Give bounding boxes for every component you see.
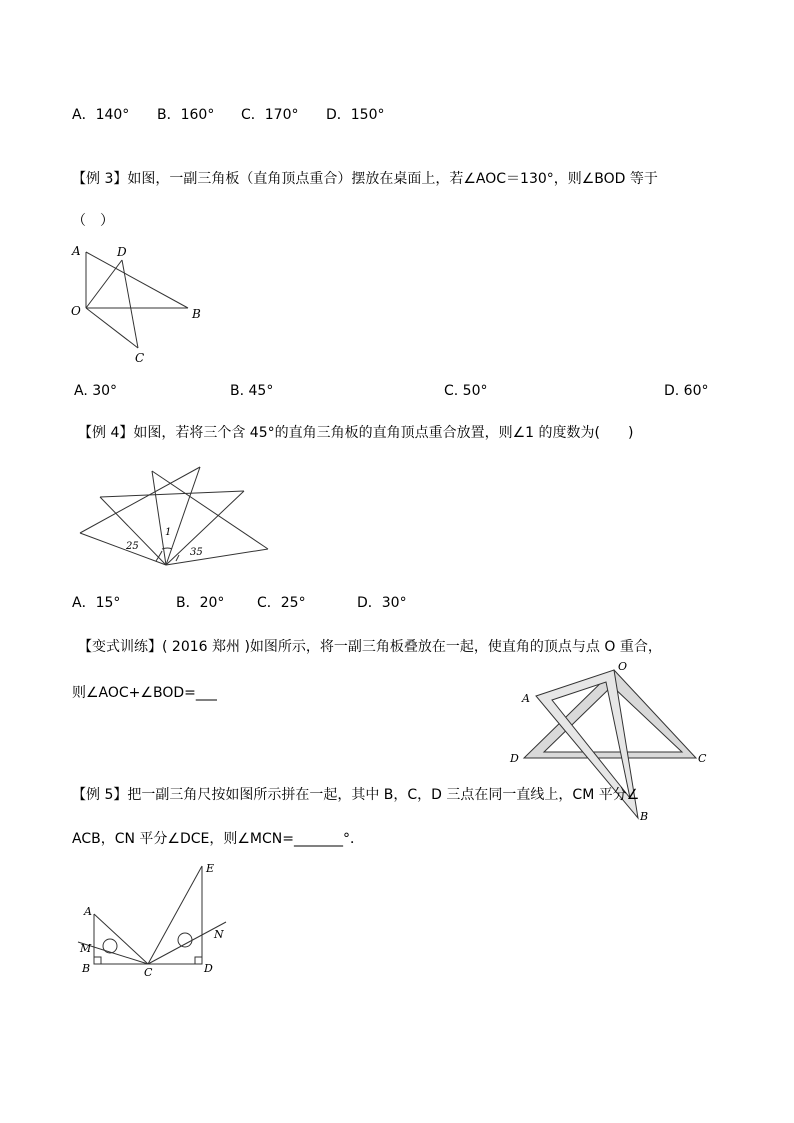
ex5-label-m: M xyxy=(80,942,92,955)
ex4-figure xyxy=(78,465,278,575)
ex5-label-c: C xyxy=(144,966,153,979)
ex3-option-a: A. 30° xyxy=(74,383,118,399)
variant-label-b: B xyxy=(640,810,649,823)
ex4-angle-25-label: 25 xyxy=(126,541,139,552)
variant-question-line2: 则∠AOC+∠BOD=___ xyxy=(72,685,217,701)
variant-label-c: C xyxy=(698,752,707,765)
ex5-label-d: D xyxy=(204,962,213,975)
ex4-option-a: A．15° xyxy=(72,595,121,611)
ex3-question-line1: 【例 3】如图，一副三角板（直角顶点重合）摆放在桌面上，若∠AOC＝130°，则∠BOD 等于 xyxy=(72,171,658,187)
ex4-option-c: C．25° xyxy=(257,595,306,611)
ex3-label-o: O xyxy=(71,304,81,318)
ex4-option-d: D．30° xyxy=(357,595,407,611)
ex5-label-e: E xyxy=(206,862,215,875)
q2-option-c: C．170° xyxy=(241,107,299,123)
variant-label-a: A xyxy=(522,692,530,705)
ex3-label-c: C xyxy=(135,351,145,365)
ex5-figure xyxy=(74,858,234,983)
ex4-angle-35-label: 35 xyxy=(190,547,203,558)
ex3-label-d: D xyxy=(117,245,127,259)
variant-label-o: O xyxy=(618,660,628,673)
ex5-label-n: N xyxy=(214,928,224,941)
q2-option-a: A．140° xyxy=(72,107,130,123)
ex5-label-b: B xyxy=(82,962,91,975)
ex5-label-a: A xyxy=(84,905,92,918)
ex3-label-b: B xyxy=(192,307,201,321)
ex3-option-d: D. 60° xyxy=(664,383,709,399)
variant-question-line1: 【变式训练】( 2016 郑州 )如图所示，将一副三角板叠放在一起，使直角的顶点与点 O 重合， xyxy=(78,639,662,655)
ex4-angle-1-label: 1 xyxy=(165,527,172,538)
variant-label-d: D xyxy=(510,752,519,765)
q2-option-d: D．150° xyxy=(326,107,385,123)
ex3-option-b: B. 45° xyxy=(230,383,274,399)
ex3-question-line2: （ ） xyxy=(72,213,114,229)
ex3-label-a: A xyxy=(72,244,81,258)
q2-option-b: B．160° xyxy=(157,107,215,123)
ex3-option-c: C. 50° xyxy=(444,383,488,399)
ex5-question-line1: 【例 5】把一副三角尺按如图所示拼在一起，其中 B，C，D 三点在同一直线上，CM 平分∠ xyxy=(72,787,640,803)
ex4-option-b: B．20° xyxy=(176,595,225,611)
ex4-question: 【例 4】如图，若将三个含 45°的直角三角板的直角顶点重合放置，则∠1 的度数为( ) xyxy=(78,425,634,441)
ex5-question-line2: ACB，CN 平分∠DCE，则∠MCN=_______°． xyxy=(72,831,364,847)
ex3-figure xyxy=(68,240,218,370)
